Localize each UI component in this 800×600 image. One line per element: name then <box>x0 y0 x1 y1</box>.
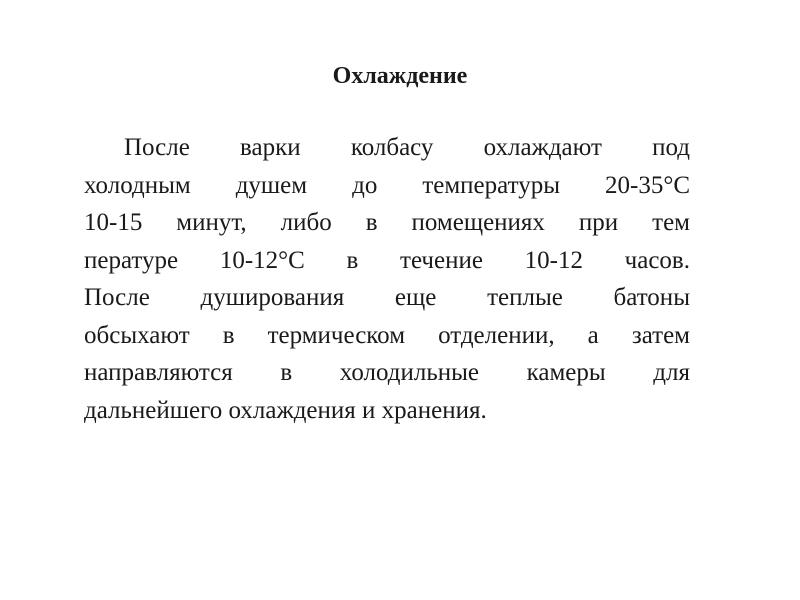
paragraph-line: После душирования еще теплые батоны <box>84 284 690 311</box>
paragraph-line: обсыхают в термическом отделении, а затем <box>84 321 690 349</box>
paragraph-line: 10-15 минут, либо в помещениях при тем <box>84 209 690 236</box>
paragraph-line: направляются в холодильные камеры для <box>84 359 690 386</box>
slide-title: Охлаждение <box>332 63 468 89</box>
body-paragraph <box>84 129 690 429</box>
paragraph-line: После варки колбасу охлаждают под <box>124 134 690 161</box>
paragraph-line: холодным душем до температуры 20-35°С <box>84 171 690 199</box>
paragraph-line: пературе 10-12°С в течение 10-12 часов. <box>84 246 690 274</box>
paragraph-line: дальнейшего охлаждения и хранения. <box>84 396 487 424</box>
